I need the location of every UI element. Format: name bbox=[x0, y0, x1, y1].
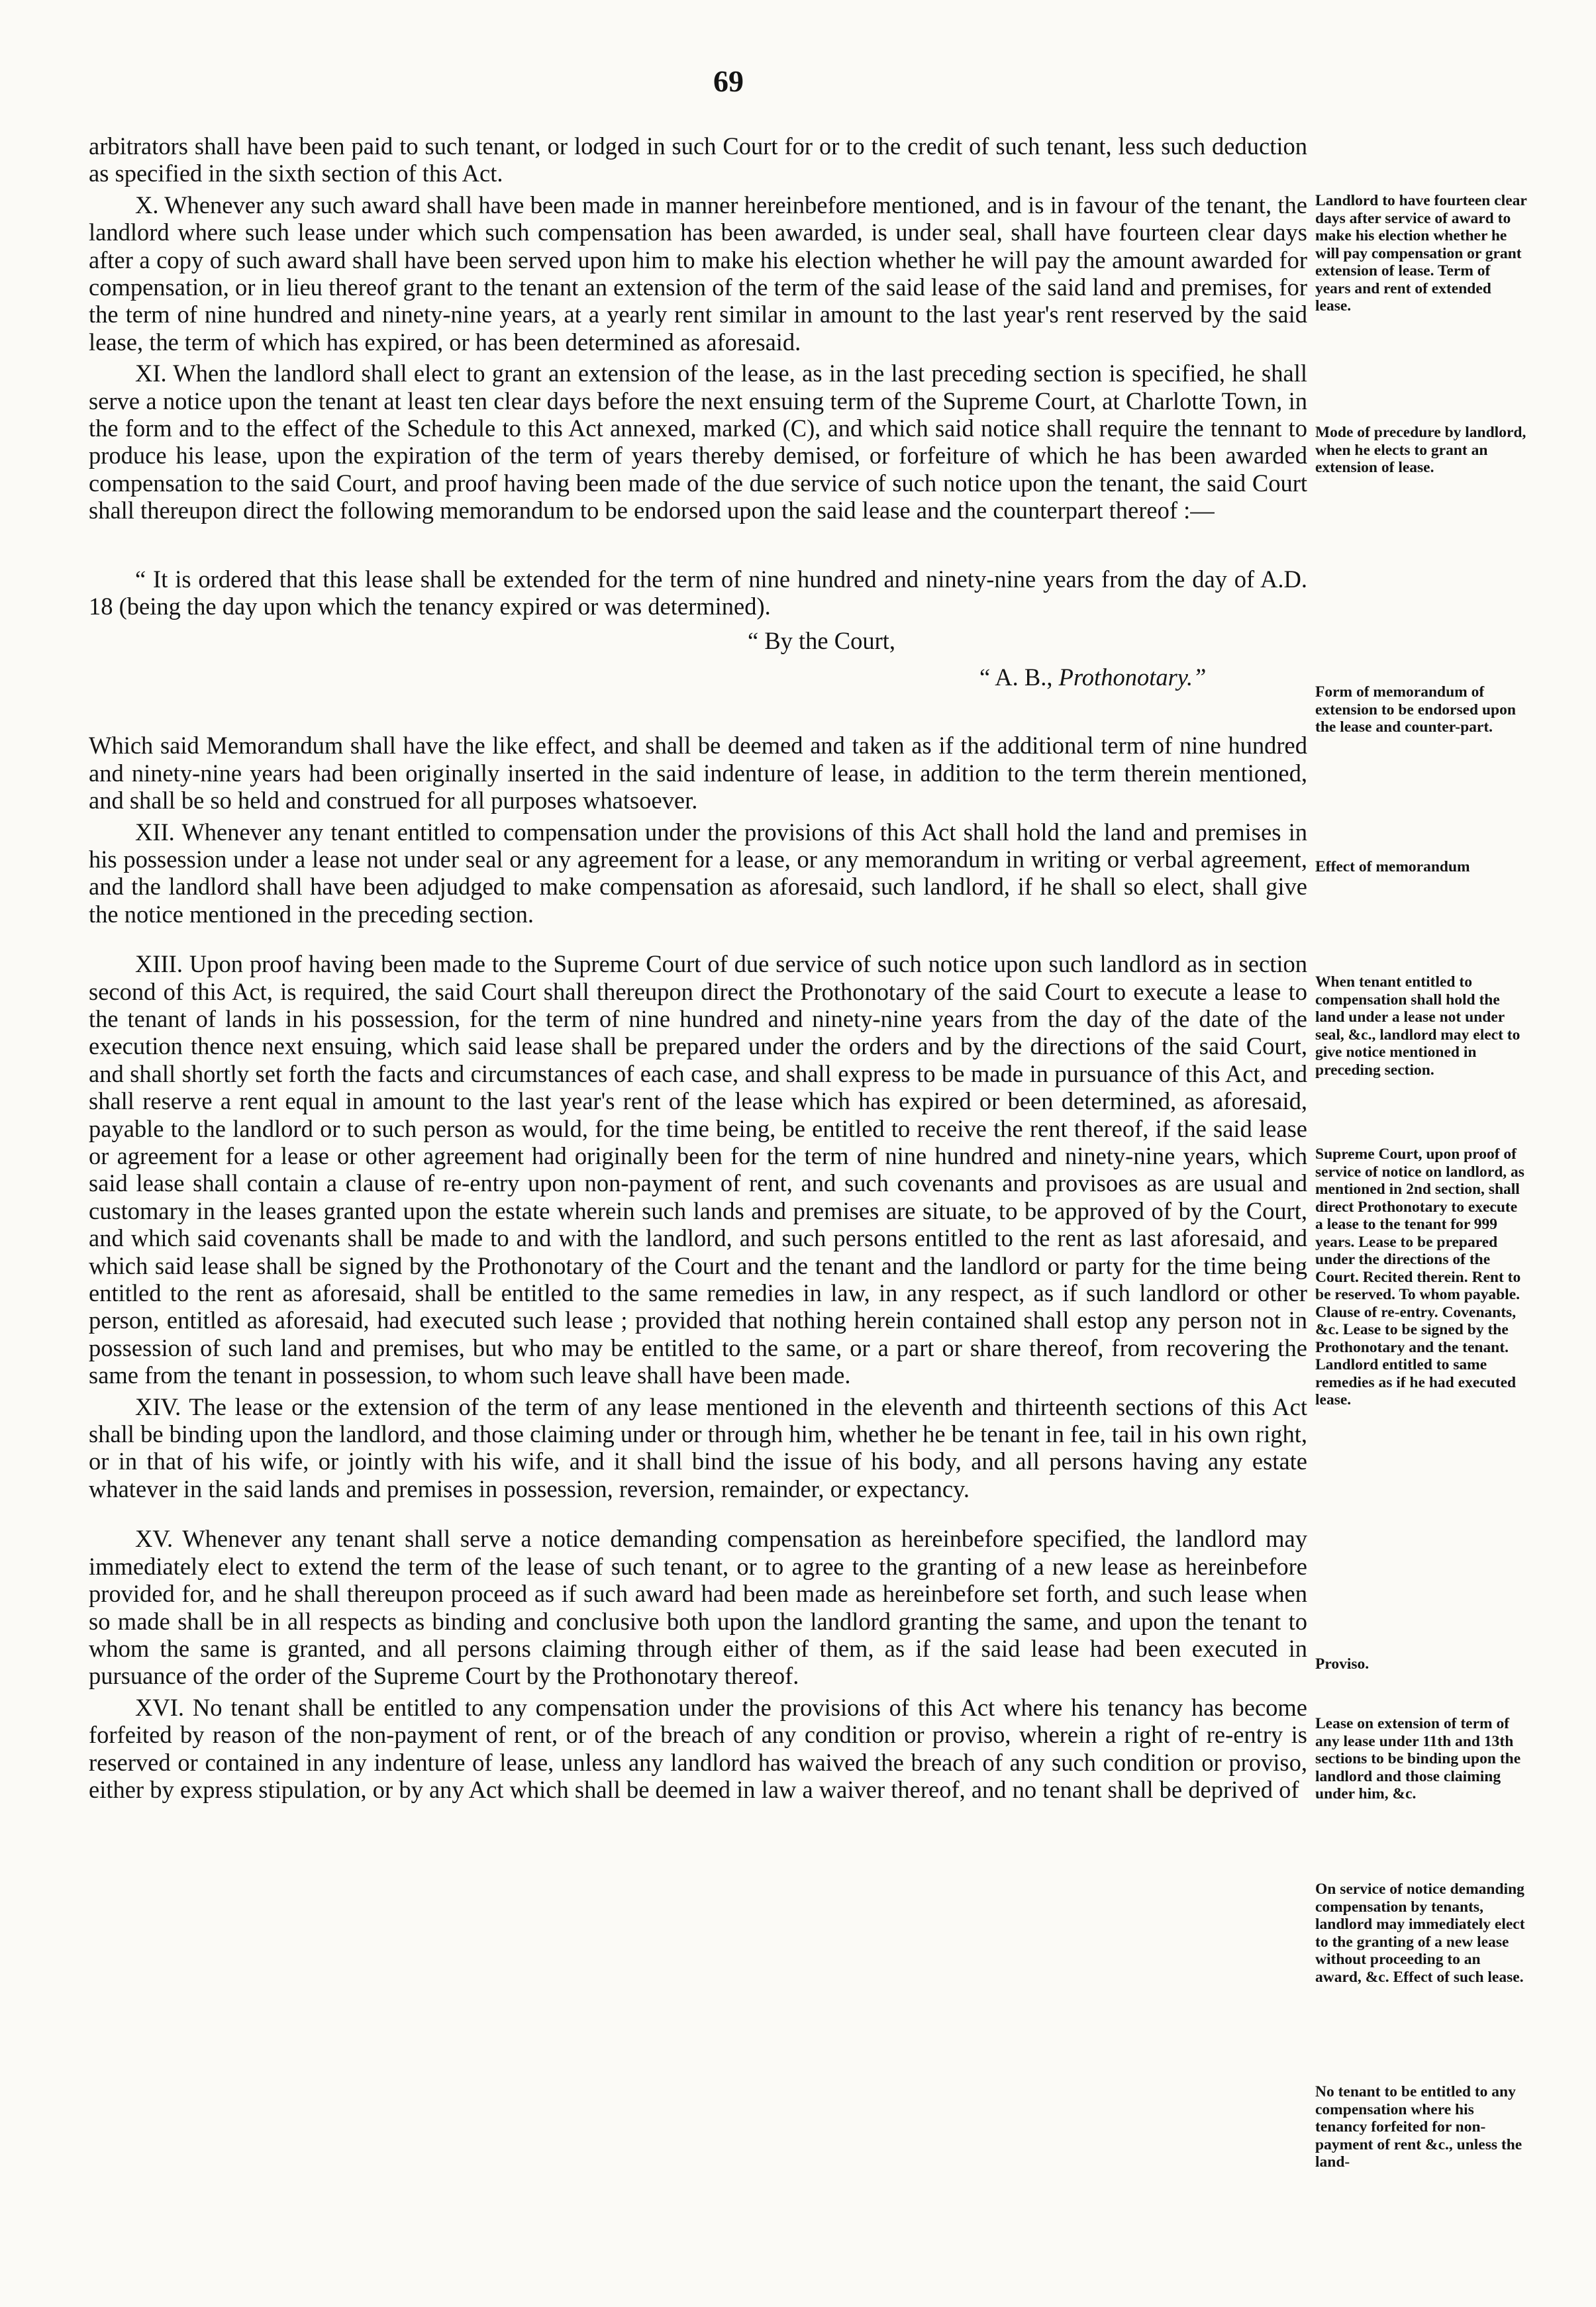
memorandum-court-line: “ By the Court, bbox=[748, 626, 896, 654]
section-14: XIV. The lease or the extension of the term of any lease mentioned in the eleventh and thirteenth sections of this Act shall be binding upon the landlord, and those claiming under or through him, whether he be tenant in fee, tail in his own right, or in that of his wife, or jointly with his wife, and it shall bind the issue of his body, and all persons having any estate whatever in the said lands and premises in possession, reversion, remainder, or expectancy. bbox=[89, 1393, 1307, 1502]
section-16: XVI. No tenant shall be entitled to any compensation under the provisions of this Act where his tenancy has become forfeited by reason of the non-payment of rent, or of the breach of any condition or proviso, wherein a right of re-entry is reserved or contained in any indenture of lease, unless any landlord has waived the breach of any such condition or proviso, either by express stipulation, or by any Act which shall be deemed in law a waiver thereof, and no tenant shall be deprived of bbox=[89, 1693, 1307, 1803]
page-number: 69 bbox=[713, 64, 744, 98]
section-11: XI. When the landlord shall elect to grant an extension of the lease, as in the last preceding section is specified, he shall serve a notice upon the tenant at least ten clear days before the next ensuing term of the Supreme Court, at Charlotte Town, in the form and to the effect of the Schedule to this Act annexed, marked (C), and which said notice shall require the tennant to produce his lease, upon the expiration of the term of years thereby demised, or forfeiture of which he has been awarded compensation to the said Court, and proof having been made of the due service of such notice upon the tenant, the said Court shall thereupon direct the following memorandum to be endorsed upon the said lease and the counterpart thereof :— bbox=[89, 360, 1307, 524]
margin-note-section-13: Supreme Court, upon proof of service of notice on landlord, as mentioned in 2nd section, shall direct Prothonotary to execute a lease to the tenant for 999 years. Lease to be prepared under the directions of the Court. Recited therein. Rent to be reserved. To whom payable. Clause of re-entry. Covenants, &c. Lease to be signed by the Prothonotary and the tenant. Landlord entitled to same remedies as if he had executed lease. bbox=[1315, 1146, 1524, 1408]
margin-note-section-11: Mode of precedure by landlord, when he elects to grant an extension of lease. bbox=[1315, 424, 1526, 476]
section-15: XV. Whenever any tenant shall serve a notice demanding compensation as hereinbefore specified, the landlord may immediately elect to extend the term of the lease of such tenant, or to agree to the granting of a new lease as hereinbefore provided for, and he shall thereupon proceed as if such award had been made as hereinbefore set forth, and such lease when so made shall be in all respects as binding and conclusive both upon the landlord granting the same, and upon the tenant to whom the same is granted, and all persons claiming through either of them, as if the said lease had been executed in pursuance of the order of the Supreme Court by the Prothonotary thereof. bbox=[89, 1525, 1307, 1690]
margin-note-effect: Effect of memorandum bbox=[1315, 858, 1470, 875]
margin-note-proviso: Proviso. bbox=[1315, 1655, 1370, 1673]
section-10: X. Whenever any such award shall have been made in manner hereinbefore mentioned, and is in favour of the tenant, the landlord where such lease under which such compensation has been awarded, is under seal, shall have fourteen clear days after a copy of such award shall have been served upon him to make his election whether he will pay the amount awarded for compensation, or in lieu thereof grant to the tenant an extension of the term of the said lease of the said land and premises, for the term of nine hundred and ninety-nine years, at a yearly rent similar in amount to the last year's rent reserved by the said lease, the term of which has expired, or has been determined as aforesaid. bbox=[89, 191, 1307, 356]
margin-note-section-14: Lease on extension of term of any lease under 11th and 13th sections to be binding upon the landlord and those claiming under him, &c. bbox=[1315, 1715, 1521, 1802]
margin-note-section-15: On service of notice demanding compensation by tenants, landlord may immediately elect to the granting of a new lease without proceeding to an award, &c. Effect of such lease. bbox=[1315, 1881, 1525, 1986]
memorandum-signer-title: Prothonotary.” bbox=[1058, 663, 1207, 691]
memorandum-signer: “ A. B., bbox=[979, 663, 1059, 691]
margin-note-section-12: When tenant entitled to compensation shall hold the land under a lease not under seal, &c., landlord may elect to give notice mentioned in preceding section. bbox=[1315, 973, 1521, 1079]
margin-note-section-10: Landlord to have fourteen clear days after service of award to make his election whether he will pay compensation or grant extension of lease. Term of years and rent of extended lease. bbox=[1315, 192, 1527, 315]
section-12: XII. Whenever any tenant entitled to compensation under the provisions of this Act shall hold the land and premises in his possession under a lease not under seal or any agreement for a lease, or any memorandum in writing or verbal agreement, and the landlord shall have been adjudged to make compensation as aforesaid, such landlord, if he shall so elect, shall give the notice mentioned in the preceding section. bbox=[89, 818, 1307, 928]
paragraph-continuation: arbitrators shall have been paid to such tenant, or lodged in such Court for or to the credit of such tenant, less such deduction as specified in the sixth section of this Act. bbox=[89, 132, 1307, 187]
section-13: XIII. Upon proof having been made to the Supreme Court of due service of such notice upon such landlord as in section second of this Act, is required, the said Court shall thereupon direct the Prothonotary of the said Court to execute a lease to the tenant of lands in his possession, for the term of nine hundred and ninety-nine years from the day of the date of the execution thence next ensuing, which said lease shall be prepared under the orders and by the directions of the said Court, and shall shortly set forth the facts and circumstances of each case, and shall express to be made in pursuance of this Act, and shall reserve a rent equal in amount to the last year's rent of the lease which has expired or been determined, as aforesaid, payable to the landlord or to such person as would, for the time being, be entitled to receive the rent thereof, if the said lease or agreement for a lease or other agreement had originally been for the term of nine hundred and ninety-nine years, which said lease shall contain a clause of re-entry upon non-payment of rent, and such covenants and provisoes as are usual and customary in the leases granted upon the estate wherein such lands and premises are situate, to be approved of by the Court, and which said covenants shall be made to and with the landlord, and such persons entitled to the rent as last aforesaid, and which said lease shall be signed by the Prothonotary of the Court and the tenant and the landlord or party for the time being entitled to the rent as aforesaid, shall be entitled to the same remedies in law, in any respect, as if such landlord or other person, entitled as aforesaid, had executed such lease ; provided that nothing herein contained shall estop any person not in possession of such land and premises, but who may be entitled to the same, or a part or share thereof, from recovering the same from the tenant in possession, to whom such leave shall have been made. bbox=[89, 950, 1307, 1389]
memorandum-text: “ It is ordered that this lease shall be extended for the term of nine hundred and ninety-nine years from the day of A.D. 18 (being the day upon which the tenancy expired or was determined). bbox=[89, 565, 1307, 620]
margin-note-memorandum: Form of memorandum of extension to be endorsed upon the lease and counter-part. bbox=[1315, 683, 1516, 736]
memorandum-signature bbox=[89, 663, 1307, 691]
memorandum-effect: Which said Memorandum shall have the like effect, and shall be deemed and taken as if the additional term of nine hundred and ninety-nine years had been originally inserted in the said indenture of lease, in addition to the term therein mentioned, and shall be so held and construed for all purposes whatsoever. bbox=[89, 732, 1307, 814]
main-text-column bbox=[89, 132, 1307, 1803]
margin-note-section-16: No tenant to be entitled to any compensation where his tenancy forfeited for non-payment of rent &c., unless the land- bbox=[1315, 2083, 1522, 2171]
